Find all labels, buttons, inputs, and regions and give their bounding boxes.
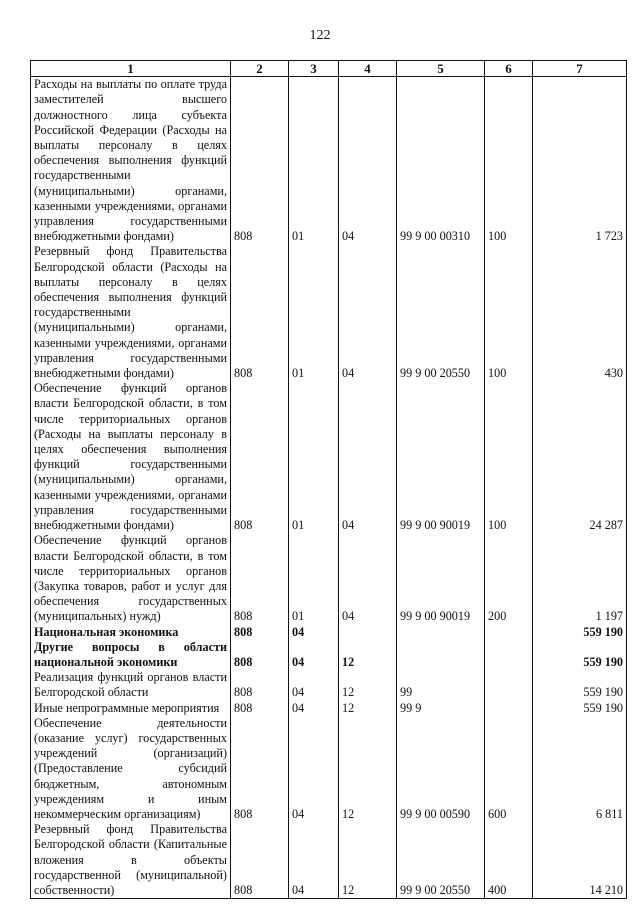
row-subsection: 04 [339,381,397,533]
row-name: Национальная экономика [31,625,231,640]
row-target-article [397,640,485,670]
row-name: Обеспечение функций органов власти Белгородской области, в том числе территориальных органов (Расходы на выплаты персоналу в целях обеспечения выполнения функций государственными (муниципальными) органами, казенными учреждениями, органами управления государственными внебюджетными фондами) [31,381,231,533]
row-ved-code: 808 [231,625,289,640]
row-target-article: 99 9 [397,701,485,716]
table-row [31,701,627,716]
row-amount: 559 190 [533,625,627,640]
row-target-article: 99 9 00 00310 [397,77,485,245]
row-target-article: 99 9 00 00590 [397,716,485,822]
row-target-article: 99 [397,670,485,700]
row-expense-type [485,640,533,670]
row-expense-type: 600 [485,716,533,822]
row-ved-code: 808 [231,640,289,670]
row-target-article: 99 9 00 20550 [397,822,485,899]
row-name: Обеспечение деятельности (оказание услуг) государственных учреждений (организаций) (Предоставление субсидий бюджетным, автономным учреждениям и иным некоммерческим организациям) [31,716,231,822]
table-row [31,77,627,245]
table-row [31,381,627,533]
row-subsection: 12 [339,701,397,716]
row-expense-type: 200 [485,533,533,624]
row-ved-code: 808 [231,381,289,533]
row-subsection: 12 [339,670,397,700]
row-subsection: 04 [339,244,397,381]
header-col-7: 7 [533,61,627,77]
row-amount: 559 190 [533,701,627,716]
row-target-article: 99 9 00 20550 [397,244,485,381]
row-amount: 559 190 [533,640,627,670]
row-ved-code: 808 [231,670,289,700]
row-subsection: 04 [339,533,397,624]
page-number: 122 [309,28,331,43]
row-target-article: 99 9 00 90019 [397,533,485,624]
budget-table [30,60,627,899]
row-ved-code: 808 [231,77,289,245]
row-amount: 559 190 [533,670,627,700]
row-section: 04 [289,822,339,899]
row-section: 04 [289,716,339,822]
row-name: Резервный фонд Правительства Белгородской области (Расходы на выплаты персоналу в целях обеспечения выполнения функций государственными (муниципальными) органами, казенными учреждениями, органами управления государственными внебюджетными фондами) [31,244,231,381]
header-col-2: 2 [231,61,289,77]
header-col-5: 5 [397,61,485,77]
row-amount: 6 811 [533,716,627,822]
table-row [31,640,627,670]
table-row [31,670,627,700]
table-row [31,716,627,822]
row-ved-code: 808 [231,716,289,822]
row-amount: 14 210 [533,822,627,899]
row-name: Обеспечение функций органов власти Белгородской области, в том числе территориальных органов (Закупка товаров, работ и услуг для обеспечения государственных (муниципальных) нужд) [31,533,231,624]
row-subsection: 12 [339,716,397,822]
row-ved-code: 808 [231,701,289,716]
table-row [31,625,627,640]
row-section: 01 [289,381,339,533]
row-section: 04 [289,670,339,700]
table-row [31,533,627,624]
header-col-6: 6 [485,61,533,77]
row-name: Резервный фонд Правительства Белгородской области (Капитальные вложения в объекты государственной (муниципальной) собственности) [31,822,231,899]
row-name: Иные непрограммные мероприятия [31,701,231,716]
header-col-1: 1 [31,61,231,77]
row-expense-type [485,625,533,640]
table-row [31,822,627,899]
row-ved-code: 808 [231,244,289,381]
table-body [31,77,627,899]
row-name: Реализация функций органов власти Белгородской области [31,670,231,700]
row-subsection [339,625,397,640]
row-section: 04 [289,625,339,640]
row-expense-type: 400 [485,822,533,899]
row-section: 01 [289,533,339,624]
row-expense-type: 100 [485,244,533,381]
row-ved-code: 808 [231,533,289,624]
table-row [31,244,627,381]
row-target-article: 99 9 00 90019 [397,381,485,533]
row-expense-type [485,701,533,716]
header-col-4: 4 [339,61,397,77]
row-section: 04 [289,701,339,716]
header-col-3: 3 [289,61,339,77]
row-expense-type: 100 [485,381,533,533]
header-row [31,61,627,77]
row-amount: 24 287 [533,381,627,533]
row-target-article [397,625,485,640]
row-amount: 430 [533,244,627,381]
row-section: 01 [289,244,339,381]
row-section: 04 [289,640,339,670]
row-amount: 1 197 [533,533,627,624]
row-ved-code: 808 [231,822,289,899]
row-section: 01 [289,77,339,245]
row-name: Расходы на выплаты по оплате труда заместителей высшего должностного лица субъекта Российской Федерации (Расходы на выплаты персоналу в целях обеспечения выполнения функций государственными (муниципальными) органами, казенными учреждениями, органами управления государственными внебюджетными фондами) [31,77,231,245]
row-subsection: 04 [339,77,397,245]
row-subsection: 12 [339,822,397,899]
row-name: Другие вопросы в области национальной экономики [31,640,231,670]
row-subsection: 12 [339,640,397,670]
row-expense-type [485,670,533,700]
row-amount: 1 723 [533,77,627,245]
row-expense-type: 100 [485,77,533,245]
